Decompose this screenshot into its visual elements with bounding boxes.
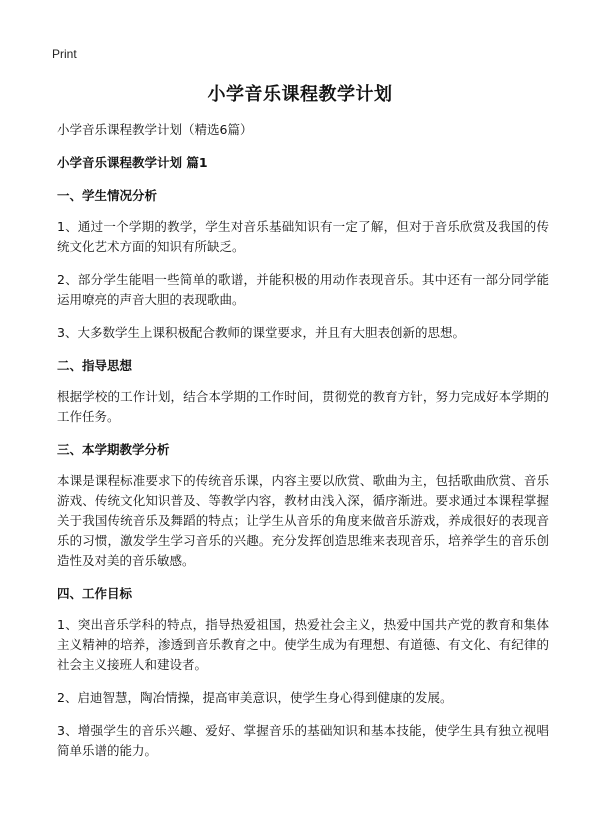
section-work-goals: [57, 584, 549, 761]
section-guiding-ideology: [57, 356, 549, 427]
section-heading: 二、指导思想: [57, 358, 133, 373]
paragraph: 本课是课程标准要求下的传统音乐课，内容主要以欣赏、歌曲为主，包括歌曲欣赏、音乐游戏、传统文化知识普及、等教学内容，教材由浅入深，循序渐进。要求通过本课程掌握关于我国传统音乐及舞蹈的特点；让学生从音乐的角度来做音乐游戏，养成很好的表现音乐的习惯，激发学生学习音乐的兴趣。充分发挥创造思维来表现音乐，培养学生的音乐创造性及对美的音乐敏感。: [57, 473, 549, 568]
paragraph: 2、部分学生能唱一些简单的歌谱，并能积极的用动作表现音乐。其中还有一部分同学能运用嘹亮的声音大胆的表现歌曲。: [57, 272, 549, 307]
section-teaching-analysis: [57, 440, 549, 571]
part-title: 小学音乐课程教学计划 篇1: [57, 155, 208, 170]
paragraph: 2、启迪智慧，陶冶情操，提高审美意识，使学生身心得到健康的发展。: [57, 690, 453, 705]
document-body: [57, 120, 549, 774]
section-heading: 四、工作目标: [57, 586, 133, 601]
section-heading: 三、本学期教学分析: [57, 442, 170, 457]
document-subtitle: 小学音乐课程教学计划（精选6篇）: [57, 122, 253, 137]
paragraph: 1、通过一个学期的教学，学生对音乐基础知识有一定了解，但对于音乐欣赏及我国的传统文化艺术方面的知识有所缺乏。: [57, 219, 549, 254]
section-student-analysis: [57, 186, 549, 343]
paragraph: 1、突出音乐学科的特点，指导热爱祖国，热爱社会主义，热爱中国共产党的教育和集体主义精神的培养，渗透到音乐教育之中。使学生成为有理想、有道德、有文化、有纪律的社会主义接班人和建设者。: [57, 617, 549, 672]
document-title: 小学音乐课程教学计划: [207, 84, 393, 105]
print-link[interactable]: Print: [52, 47, 77, 61]
paragraph: 3、增强学生的音乐兴趣、爱好、掌握音乐的基础知识和基本技能，使学生具有独立视唱简单乐谱的能力。: [57, 723, 549, 758]
paragraph: 3、大多数学生上课积极配合教师的课堂要求，并且有大胆表创新的思想。: [57, 325, 465, 340]
section-heading: 一、学生情况分析: [57, 188, 158, 203]
paragraph: 根据学校的工作计划，结合本学期的工作时间，贯彻党的教育方针，努力完成好本学期的工作任务。: [57, 389, 549, 424]
